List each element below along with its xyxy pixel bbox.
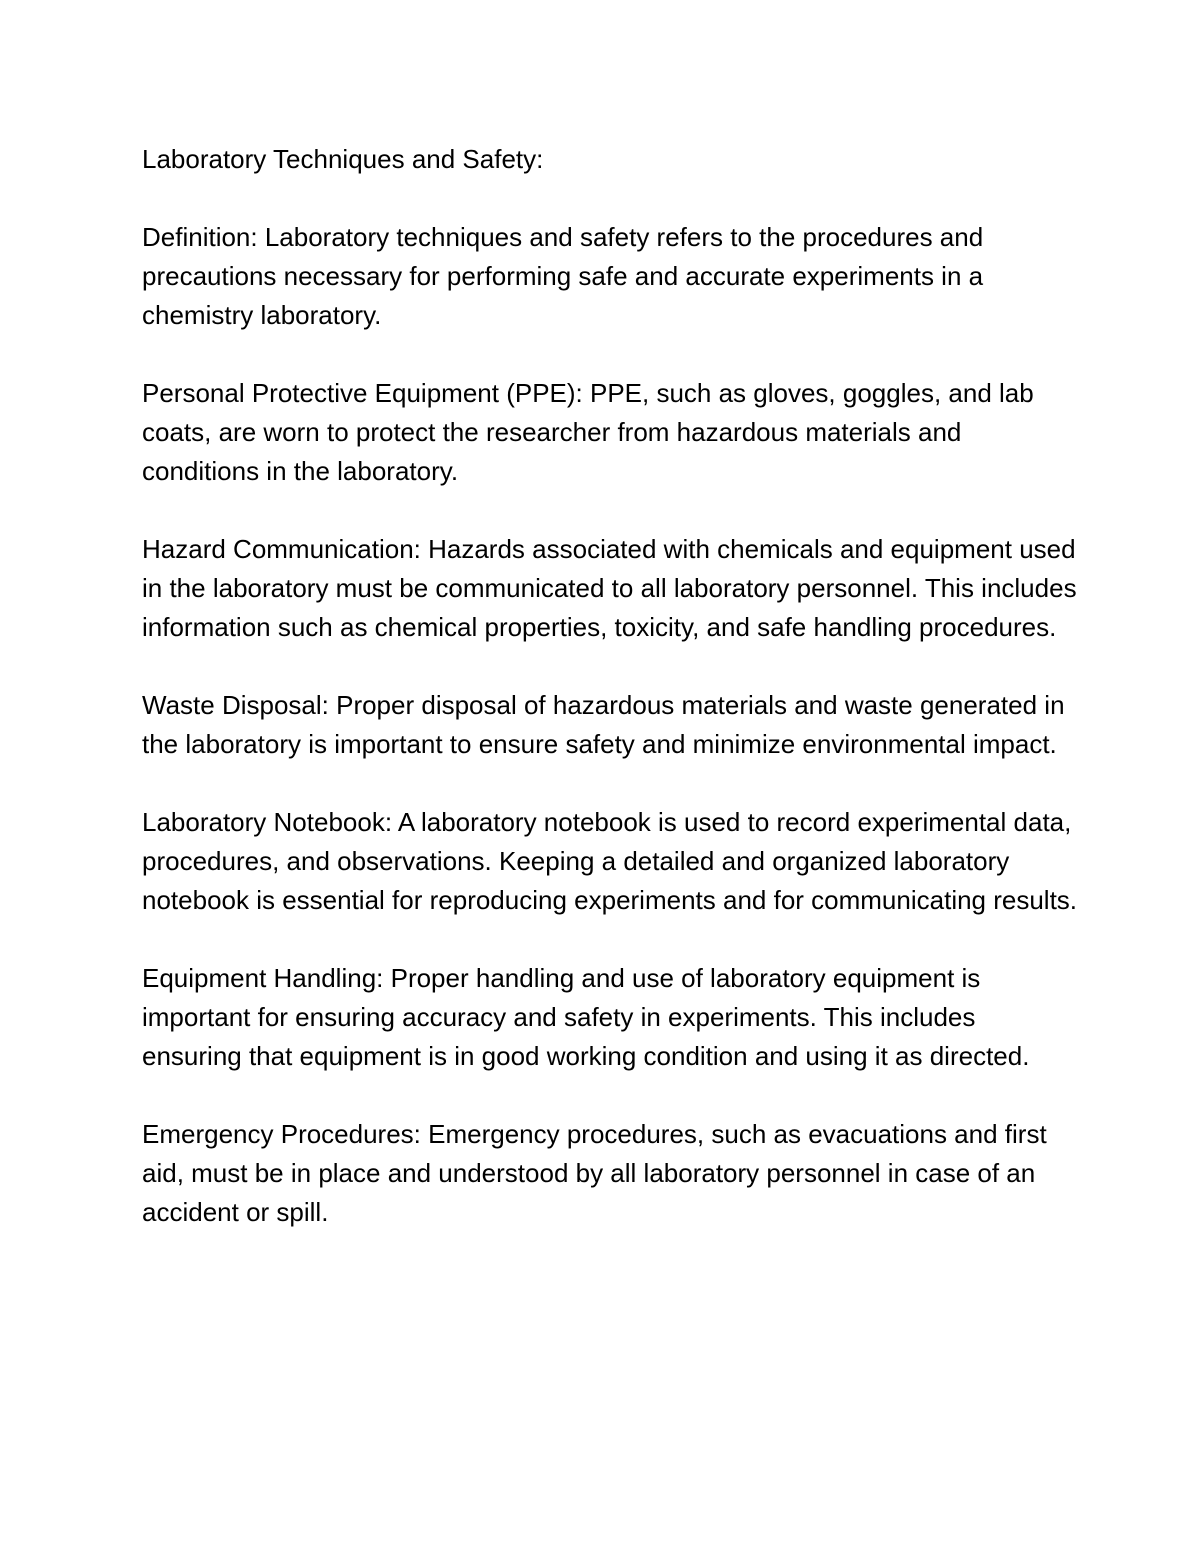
paragraph-waste-disposal: Waste Disposal: Proper disposal of hazardous materials and waste generated in the laboratory is important to ensure safety and minimize environmental impact. xyxy=(142,690,1065,759)
paragraph-hazard-communication: Hazard Communication: Hazards associated with chemicals and equipment used in the laboratory must be communicated to all laboratory personnel. This includes information such as chemical properties, toxicity, and safe handling procedures. xyxy=(142,534,1077,642)
paragraph-laboratory-notebook: Laboratory Notebook: A laboratory notebook is used to record experimental data, procedures, and observations. Keeping a detailed and organized laboratory notebook is essential for reproducing experiments and for communicating results. xyxy=(142,807,1078,915)
document-title: Laboratory Techniques and Safety: xyxy=(142,144,544,174)
paragraph-definition: Definition: Laboratory techniques and safety refers to the procedures and precautions necessary for performing safe and accurate experiments in a chemistry laboratory. xyxy=(142,222,984,330)
paragraph-equipment-handling: Equipment Handling: Proper handling and use of laboratory equipment is important for ensuring accuracy and safety in experiments. This includes ensuring that equipment is in good working condition and using it as directed. xyxy=(142,963,1030,1071)
paragraph-emergency-procedures: Emergency Procedures: Emergency procedures, such as evacuations and first aid, must be in place and understood by all laboratory personnel in case of an accident or spill. xyxy=(142,1119,1047,1227)
paragraph-ppe: Personal Protective Equipment (PPE): PPE, such as gloves, goggles, and lab coats, are worn to protect the researcher from hazardous materials and conditions in the laboratory. xyxy=(142,378,1034,486)
document-body xyxy=(142,140,1082,1232)
